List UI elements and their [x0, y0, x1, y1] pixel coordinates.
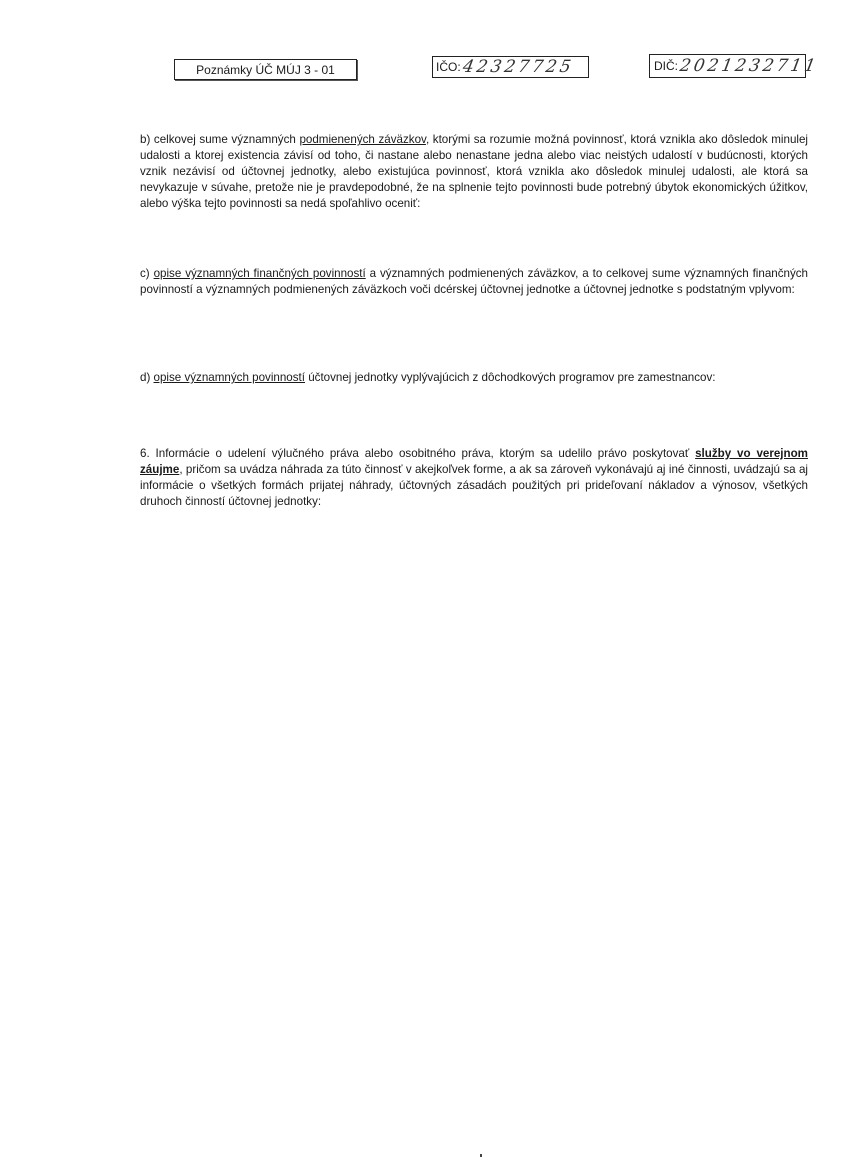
form-code-box: [174, 59, 357, 80]
section-c-term: opise významných finančných povinností: [153, 267, 366, 280]
section-6-term: služby vo verejnom záujme: [140, 447, 808, 476]
section-c-paragraph: [140, 266, 808, 298]
section-b-text: , ktorými sa rozumie možná povinnosť, ktorá vznikla ako dôsledok minulej udalosti a ktorej existencia závisí od toho, či nastane alebo nenastane jedna alebo viac neistých udalostí v budúcnosti, ktorých vznik nezávisí od účtovnej jednotky, alebo existujúca povinnosť, ktorá vznikla ako dôsledok minulej udalosti, ale ktorá sa nevykazuje v súvahe, pretože nie je pravdepodobné, že na splnenie tejto povinnosti bude potrebný úbytok ekonomických úžitkov, alebo výška tejto povinnosti sa nedá spoľahlivo oceniť:: [140, 133, 808, 210]
section-6-prefix: 6. Informácie o udelení výlučného práva alebo osobitného práva, ktorým sa udelilo právo poskytovať: [140, 447, 696, 460]
dic-label: DIČ:: [654, 59, 678, 73]
section-b-paragraph: [140, 132, 808, 212]
form-code-label: Poznámky ÚČ MÚJ 3 - 01: [196, 62, 335, 77]
section-6-paragraph: [140, 446, 808, 510]
section-d-prefix: d): [140, 371, 154, 384]
section-6-text: , pričom sa uvádza náhrada za túto činnosť v akejkoľvek forme, a ak sa zároveň vykonávajú aj iné činnosti, uvádzajú sa aj informácie o všetkých formách prijatej náhrady, účtovných zásadách použitých pri prideľovaní nákladov a výnosov, všetkých druhoch činností účtovnej jednotky:: [140, 463, 808, 508]
dic-value: 2021232711: [678, 56, 820, 76]
section-c-text: a významných podmienených záväzkov, a to celkovej sume významných finančných povinností a významných podmienených záväzkoch voči dcérskej účtovnej jednotke a účtovnej jednotke s podstatným vplyvom:: [140, 267, 809, 296]
dic-box: [649, 54, 820, 78]
section-d-text: účtovnej jednotky vyplývajúcich z dôchodkových programov pre zamestnancov:: [304, 371, 716, 384]
section-b-term: podmienených záväzkov: [299, 133, 426, 146]
section-d-paragraph: [140, 370, 808, 386]
section-c-prefix: c): [140, 267, 154, 280]
ico-value: 42327725: [460, 57, 575, 77]
section-d-term: opise významných povinností: [153, 371, 305, 384]
ico-box: [432, 56, 589, 78]
section-b-prefix: b) celkovej sume významných: [140, 133, 300, 146]
ico-label: IČO:: [436, 60, 461, 74]
scan-speck: [480, 1154, 482, 1157]
